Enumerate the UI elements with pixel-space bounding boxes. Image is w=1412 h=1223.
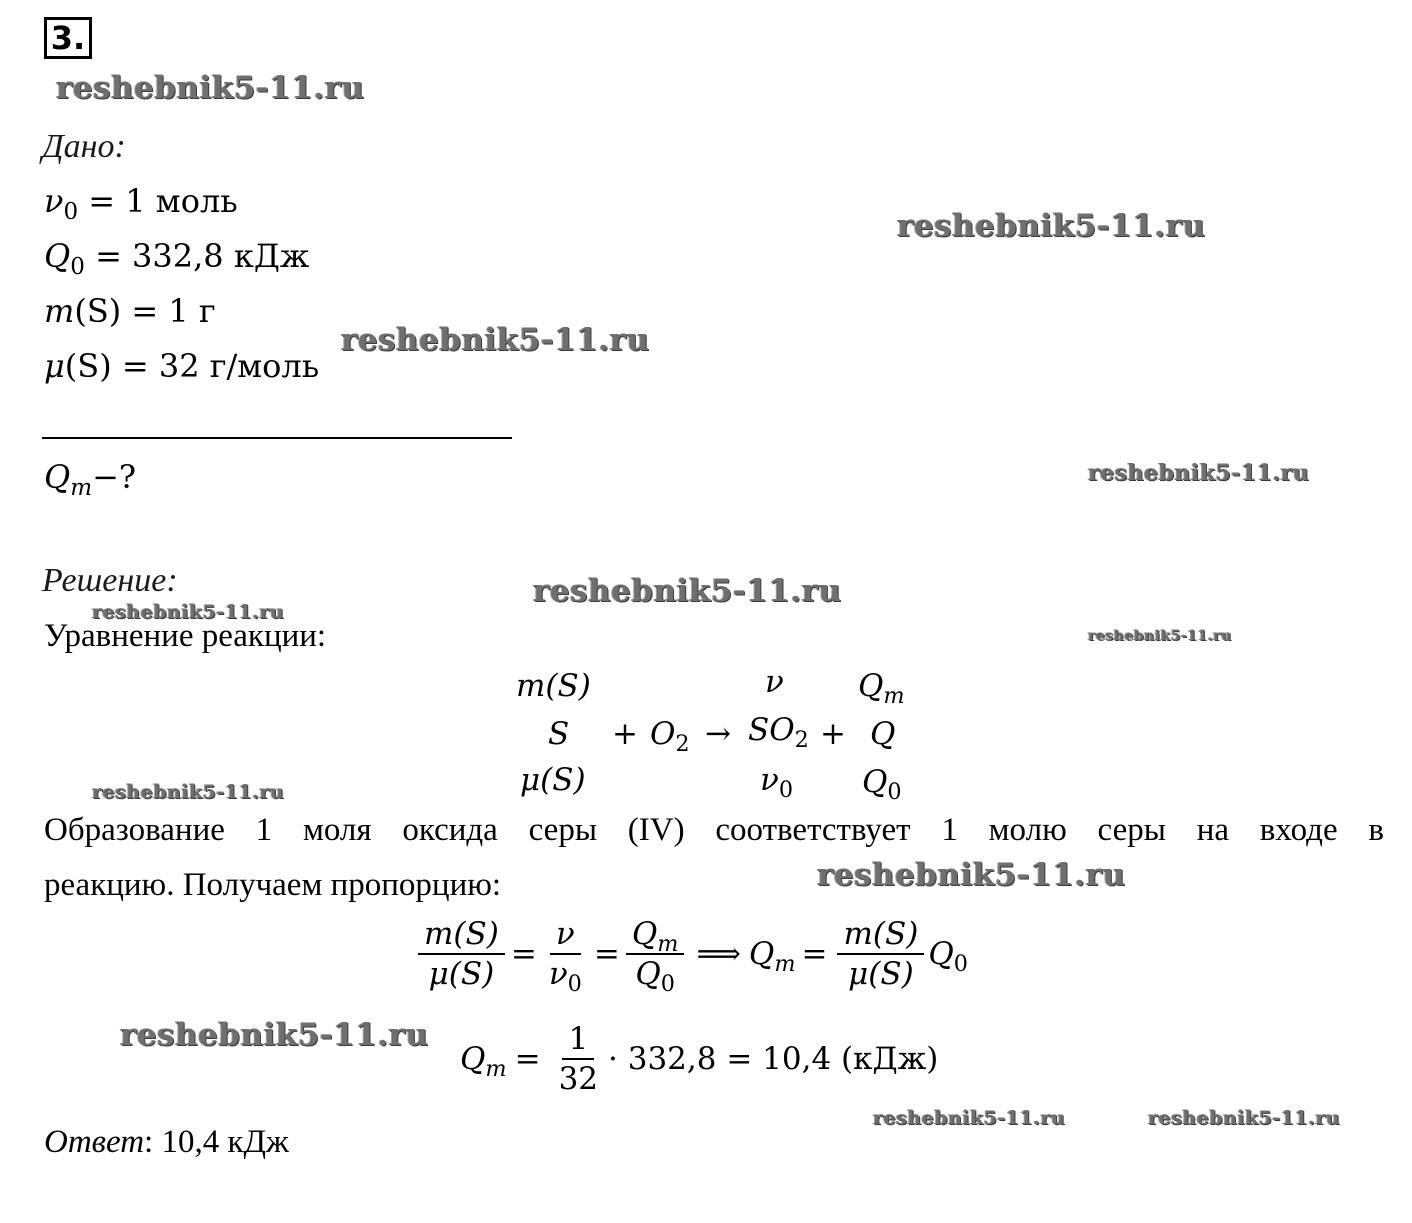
given-q0: $Q_0 = 332,8$ кДж: [44, 237, 310, 280]
answer-value: : 10,4 кДж: [144, 1124, 289, 1160]
reaction-top-nu: ν: [765, 664, 784, 700]
paragraph-line-2: реакцию. Получаем пропорцию:: [44, 867, 502, 903]
reaction-bottom-nu0: $\nu_0$: [760, 762, 794, 803]
calculation-formula: $Q_m$ = $\frac{1}{32}$ · 332,8 = 10,4 (кДж): [460, 1021, 939, 1098]
watermark: reshebnik5-11.ru: [92, 601, 285, 623]
reaction-top-q: $Q_m$: [858, 668, 905, 709]
given-divider: [42, 437, 512, 439]
fraction-nu-over-nu0: $\frac{\nu}{\nu_0}$: [548, 916, 582, 997]
watermark: reshebnik5-11.ru: [341, 322, 650, 358]
reaction-sulfur: S: [548, 716, 570, 752]
reaction-oxygen: $O_2$: [650, 716, 690, 757]
reaction-so2: $SO_2$: [748, 712, 809, 753]
given-mass: m(S) = 1 г: [44, 292, 216, 330]
fraction-mass-over-molar: $\frac{m(S)}{\mu(S)}$: [418, 917, 505, 991]
answer-label: Ответ: [44, 1124, 145, 1160]
solution-heading: Решение:: [42, 562, 178, 599]
fraction-mass-over-molar: $\frac{m(S)}{\mu(S)}$: [837, 917, 924, 991]
reaction-bottom-molar: μ(S): [520, 762, 586, 798]
watermark: reshebnik5-11.ru: [817, 857, 1126, 893]
problem-number: 3.: [44, 17, 92, 59]
reaction-bottom-q0: $Q_0$: [862, 764, 902, 805]
watermark: reshebnik5-11.ru: [1148, 1107, 1341, 1129]
find-line: $Q_m-$?: [44, 458, 137, 501]
given-nu0: $\nu_0 = 1$ моль: [44, 182, 238, 225]
fraction-qm-over-q0: $\frac{Q_m}{Q_0}$: [626, 917, 685, 991]
given-molar-mass: μ(S) = 32 г/моль: [44, 347, 320, 385]
watermark: reshebnik5-11.ru: [873, 1107, 1066, 1129]
reaction-label: Уравнение реакции:: [44, 618, 327, 654]
watermark: reshebnik5-11.ru: [92, 781, 285, 803]
answer-line: [44, 1124, 289, 1161]
watermark: reshebnik5-11.ru: [1088, 460, 1310, 486]
watermark: reshebnik5-11.ru: [56, 70, 365, 106]
reaction-plus: +: [612, 716, 638, 752]
watermark: reshebnik5-11.ru: [533, 573, 842, 609]
watermark: reshebnik5-11.ru: [897, 208, 1206, 244]
reaction-top-mass: m(S): [516, 668, 591, 704]
given-heading: Дано:: [42, 128, 126, 165]
watermark: reshebnik5-11.ru: [1088, 628, 1232, 644]
proportion-formula: $\frac{m(S)}{\mu(S)}$ = $\frac{\nu}{\nu_0}$ = $\frac{Q_m}{Q_0}$ ⟹ $Q_m$ = $\frac{m(S)}{\mu(S)}$ $Q_0$: [414, 917, 968, 991]
reaction-plus: +: [820, 716, 846, 752]
watermark: reshebnik5-11.ru: [120, 1017, 429, 1053]
reaction-arrow: →: [705, 716, 731, 752]
fraction-one-over-32: $\frac{1}{32}$: [558, 1021, 599, 1098]
paragraph-line-1: Образование 1 моля оксида серы (IV) соответствует 1 молю серы на входе в: [44, 812, 1384, 848]
reaction-heat: Q: [870, 716, 896, 752]
